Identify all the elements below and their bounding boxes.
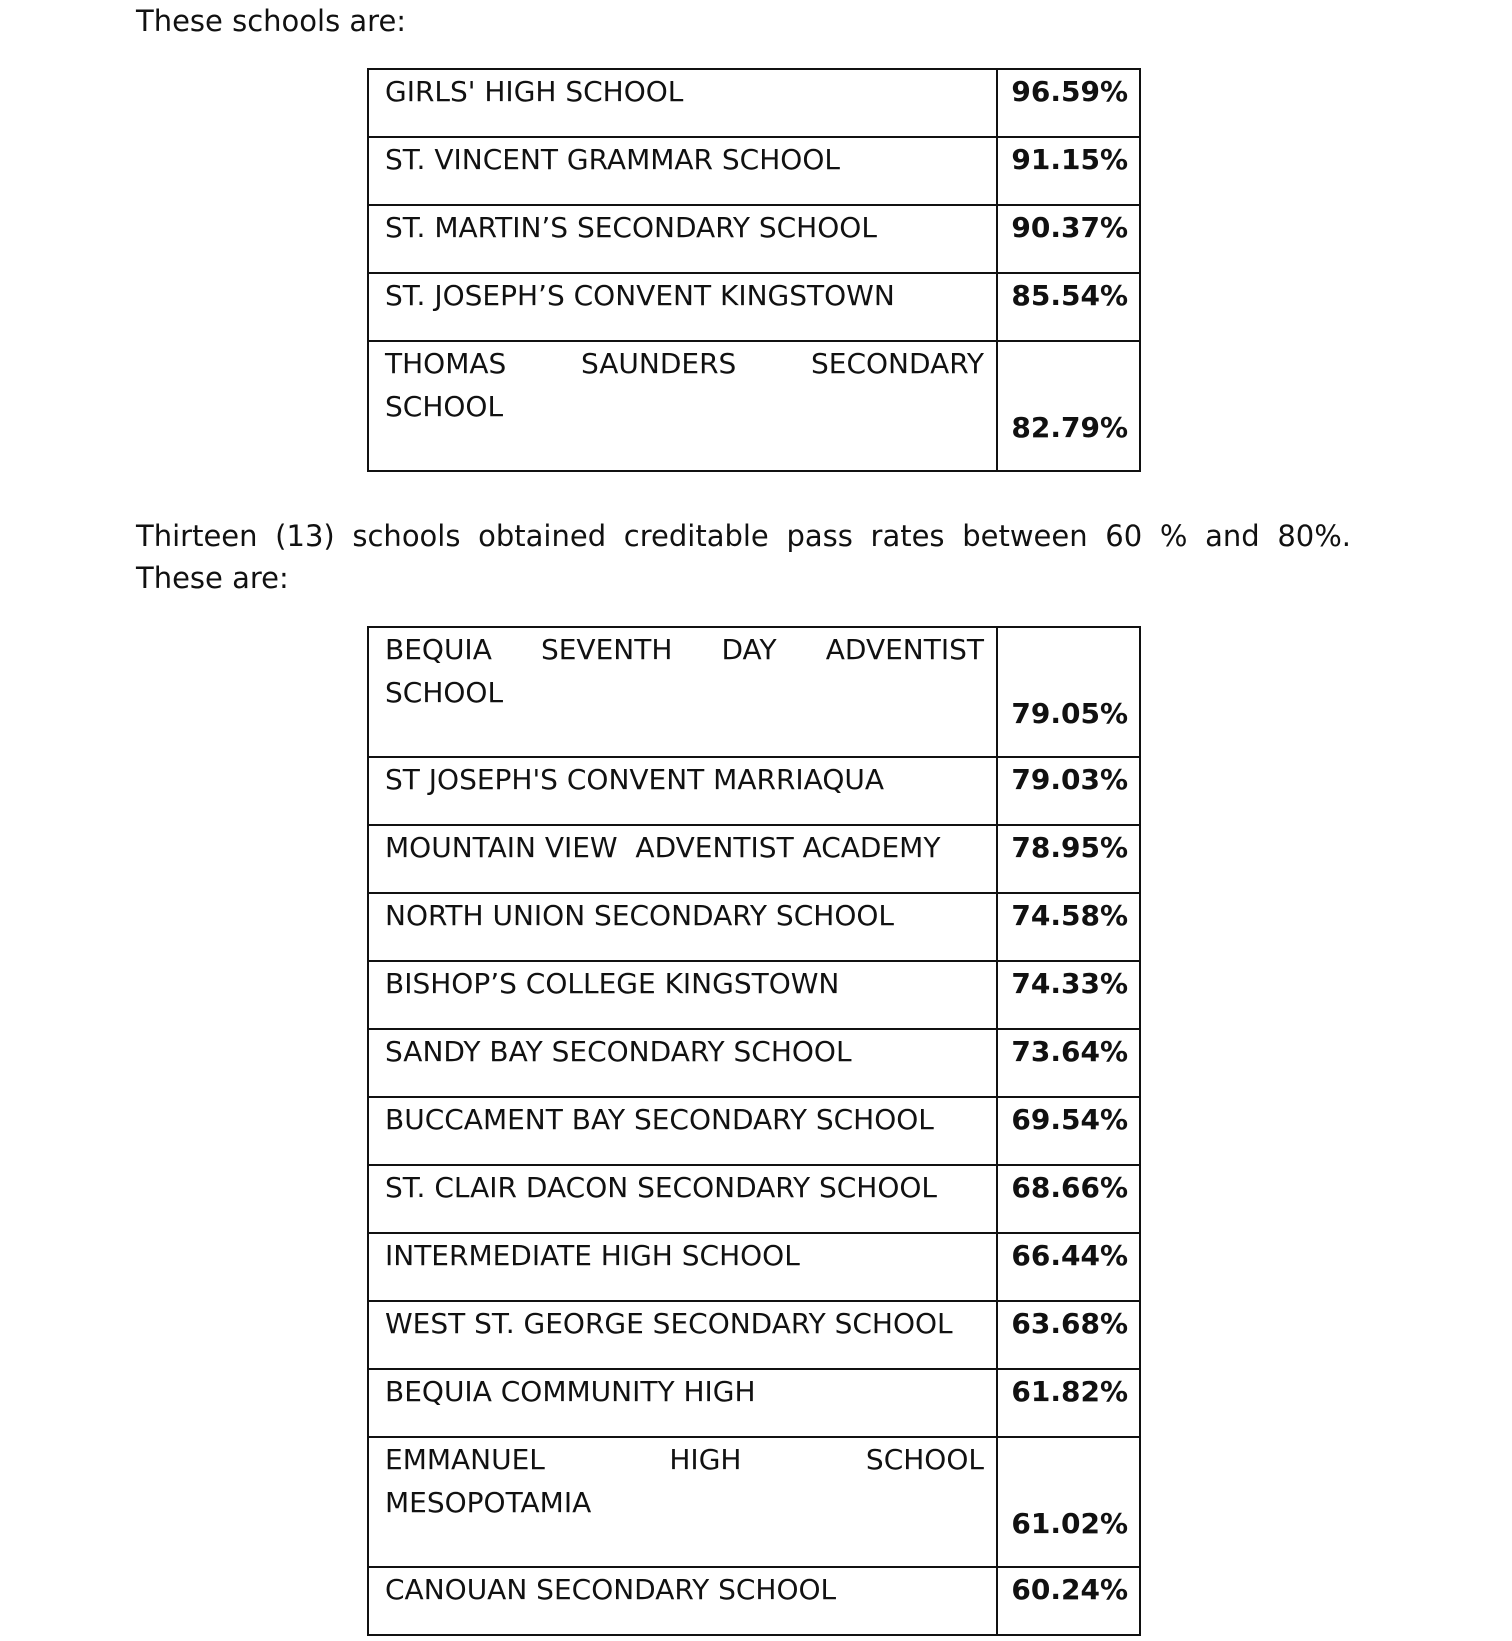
- pass-rate: 74.33%: [997, 961, 1140, 1029]
- table-row: [368, 961, 1140, 1029]
- pass-rate: 79.03%: [997, 757, 1140, 825]
- pass-rate: 78.95%: [997, 825, 1140, 893]
- table-row: [368, 1029, 1140, 1097]
- pass-rate: 79.05%: [997, 627, 1140, 757]
- school-name: NORTH UNION SECONDARY SCHOOL: [368, 893, 997, 961]
- pass-rate: 73.64%: [997, 1029, 1140, 1097]
- intro-text-middle: Thirteen (13) schools obtained creditable pass rates between 60 % and 80%. These are:: [136, 519, 1351, 595]
- pass-rate: 66.44%: [997, 1233, 1140, 1301]
- table-row: [368, 627, 1140, 757]
- table-row: [368, 1097, 1140, 1165]
- school-name: ST. CLAIR DACON SECONDARY SCHOOL: [368, 1165, 997, 1233]
- table-row: [368, 341, 1140, 471]
- school-name: BUCCAMENT BAY SECONDARY SCHOOL: [368, 1097, 997, 1165]
- school-name: BISHOP’S COLLEGE KINGSTOWN: [368, 961, 997, 1029]
- pass-rate: 63.68%: [997, 1301, 1140, 1369]
- school-name: SANDY BAY SECONDARY SCHOOL: [368, 1029, 997, 1097]
- intro-text-top: These schools are:: [136, 4, 407, 38]
- school-name: BEQUIA COMMUNITY HIGH: [368, 1369, 997, 1437]
- school-name: CANOUAN SECONDARY SCHOOL: [368, 1567, 997, 1635]
- pass-rate: 85.54%: [997, 273, 1140, 341]
- school-name: ST. MARTIN’S SECONDARY SCHOOL: [368, 205, 997, 273]
- school-name: [368, 1437, 997, 1567]
- school-name: ST. JOSEPH’S CONVENT KINGSTOWN: [368, 273, 997, 341]
- table-row: [368, 69, 1140, 137]
- school-name-line2: SCHOOL: [385, 390, 504, 423]
- table-row: [368, 893, 1140, 961]
- school-name: [368, 341, 997, 471]
- school-name-line1: BEQUIA SEVENTH DAY ADVENTIST: [385, 633, 984, 666]
- school-name-line1: EMMANUEL HIGH SCHOOL: [385, 1443, 984, 1476]
- schools-table-top: [367, 68, 1141, 472]
- table-row: [368, 757, 1140, 825]
- pass-rate: 96.59%: [997, 69, 1140, 137]
- pass-rate: 90.37%: [997, 205, 1140, 273]
- table-row: [368, 1165, 1140, 1233]
- table-row: [368, 1233, 1140, 1301]
- school-name: ST. VINCENT GRAMMAR SCHOOL: [368, 137, 997, 205]
- pass-rate: 68.66%: [997, 1165, 1140, 1233]
- school-name: WEST ST. GEORGE SECONDARY SCHOOL: [368, 1301, 997, 1369]
- pass-rate: 74.58%: [997, 893, 1140, 961]
- pass-rate: 69.54%: [997, 1097, 1140, 1165]
- schools-table-middle: [367, 626, 1141, 1636]
- school-name-line2: SCHOOL: [385, 676, 504, 709]
- table-row: [368, 137, 1140, 205]
- pass-rate: 82.79%: [997, 341, 1140, 471]
- school-name: GIRLS' HIGH SCHOOL: [368, 69, 997, 137]
- school-name: [368, 627, 997, 757]
- school-name: MOUNTAIN VIEW ADVENTIST ACADEMY: [368, 825, 997, 893]
- pass-rate: 60.24%: [997, 1567, 1140, 1635]
- table-row: [368, 273, 1140, 341]
- pass-rate: 61.82%: [997, 1369, 1140, 1437]
- school-name: INTERMEDIATE HIGH SCHOOL: [368, 1233, 997, 1301]
- table-row: [368, 1437, 1140, 1567]
- table-row: [368, 1301, 1140, 1369]
- table-row: [368, 825, 1140, 893]
- school-name-line1: THOMAS SAUNDERS SECONDARY: [385, 347, 984, 380]
- school-name: ST JOSEPH'S CONVENT MARRIAQUA: [368, 757, 997, 825]
- pass-rate: 91.15%: [997, 137, 1140, 205]
- table-row: [368, 205, 1140, 273]
- table-row: [368, 1369, 1140, 1437]
- table-row: [368, 1567, 1140, 1635]
- school-name-line2: MESOPOTAMIA: [385, 1486, 592, 1519]
- pass-rate: 61.02%: [997, 1437, 1140, 1567]
